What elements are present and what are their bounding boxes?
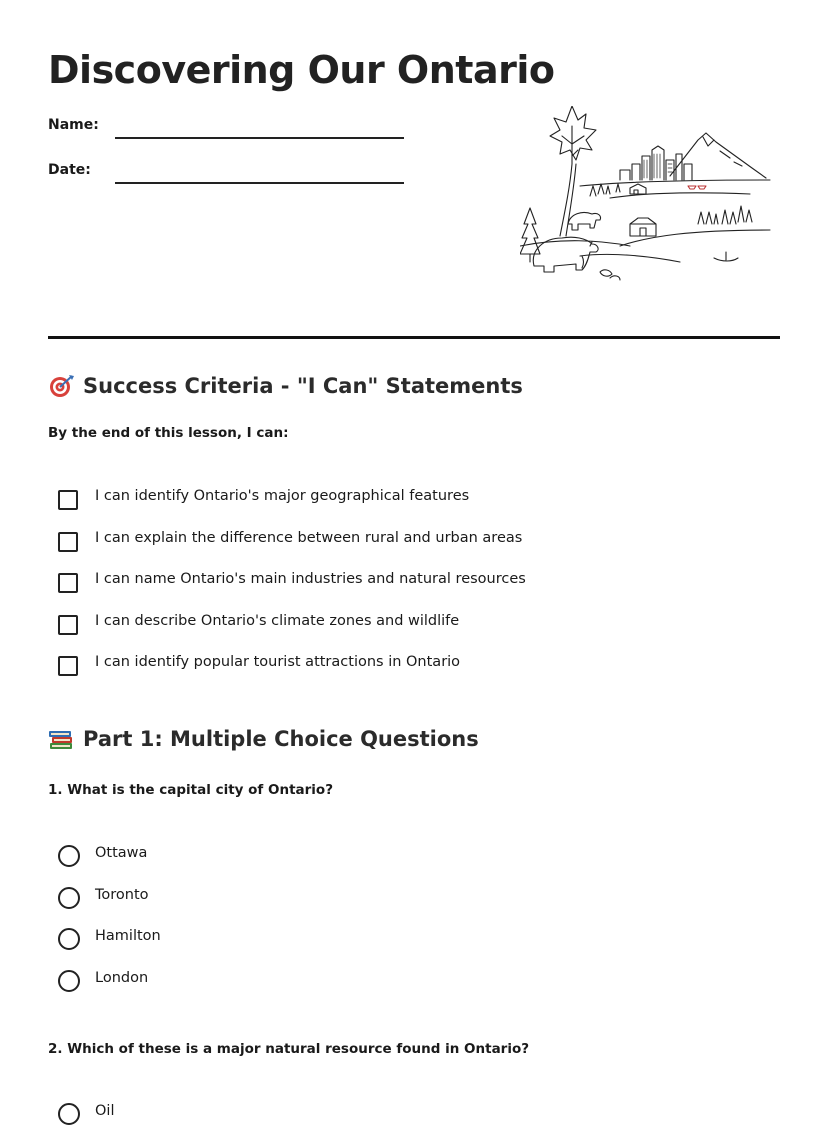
success-criteria-intro: By the end of this lesson, I can: — [48, 425, 289, 441]
question-1-text: 1. What is the capital city of Ontario? — [48, 782, 334, 798]
radio-button[interactable] — [58, 970, 80, 992]
answer-option[interactable] — [58, 845, 161, 887]
success-criteria-title: Success Criteria - "I Can" Statements — [83, 374, 523, 398]
answer-option[interactable] — [58, 1103, 114, 1145]
name-input-line[interactable] — [115, 137, 404, 139]
checkbox[interactable] — [58, 573, 78, 593]
option-label: Hamilton — [95, 928, 161, 944]
date-field — [48, 162, 91, 178]
name-field — [48, 117, 99, 133]
criteria-label: I can identify Ontario's major geographical features — [95, 488, 470, 504]
radio-button[interactable] — [58, 1103, 80, 1125]
checkbox[interactable] — [58, 532, 78, 552]
option-label: Ottawa — [95, 845, 148, 861]
success-criteria-heading — [48, 374, 523, 398]
question-2-options — [58, 1103, 114, 1145]
success-criteria-list — [58, 488, 526, 696]
multiple-choice-heading — [48, 727, 479, 751]
checkbox[interactable] — [58, 490, 78, 510]
criteria-item[interactable] — [58, 613, 526, 655]
radio-button[interactable] — [58, 887, 80, 909]
target-icon — [48, 374, 75, 398]
radio-button[interactable] — [58, 845, 80, 867]
ontario-landscape-illustration — [520, 106, 772, 284]
criteria-label: I can describe Ontario's climate zones and wildlife — [95, 612, 460, 629]
date-input-line[interactable] — [115, 182, 404, 184]
checkbox[interactable] — [58, 615, 78, 635]
answer-option[interactable] — [58, 970, 161, 1012]
answer-option[interactable] — [58, 928, 161, 970]
page-title: Discovering Our Ontario — [48, 48, 555, 92]
name-label: Name: — [48, 117, 99, 133]
books-icon — [48, 727, 75, 751]
criteria-item[interactable] — [58, 488, 526, 530]
option-label: Oil — [95, 1103, 115, 1119]
header-divider — [48, 336, 780, 339]
question-1-options — [58, 845, 161, 1011]
multiple-choice-title: Part 1: Multiple Choice Questions — [83, 727, 479, 751]
question-2-text: 2. Which of these is a major natural resource found in Ontario? — [48, 1041, 530, 1057]
criteria-item[interactable] — [58, 530, 526, 572]
criteria-label: I can identify popular tourist attractions in Ontario — [95, 654, 461, 670]
checkbox[interactable] — [58, 656, 78, 676]
answer-option[interactable] — [58, 887, 161, 929]
option-label: London — [95, 969, 149, 986]
criteria-item[interactable] — [58, 571, 526, 613]
date-label: Date: — [48, 162, 91, 178]
radio-button[interactable] — [58, 928, 80, 950]
criteria-item[interactable] — [58, 654, 526, 696]
option-label: Toronto — [95, 886, 149, 903]
criteria-label: I can explain the difference between rural and urban areas — [95, 529, 523, 546]
criteria-label: I can name Ontario's main industries and natural resources — [95, 571, 526, 587]
